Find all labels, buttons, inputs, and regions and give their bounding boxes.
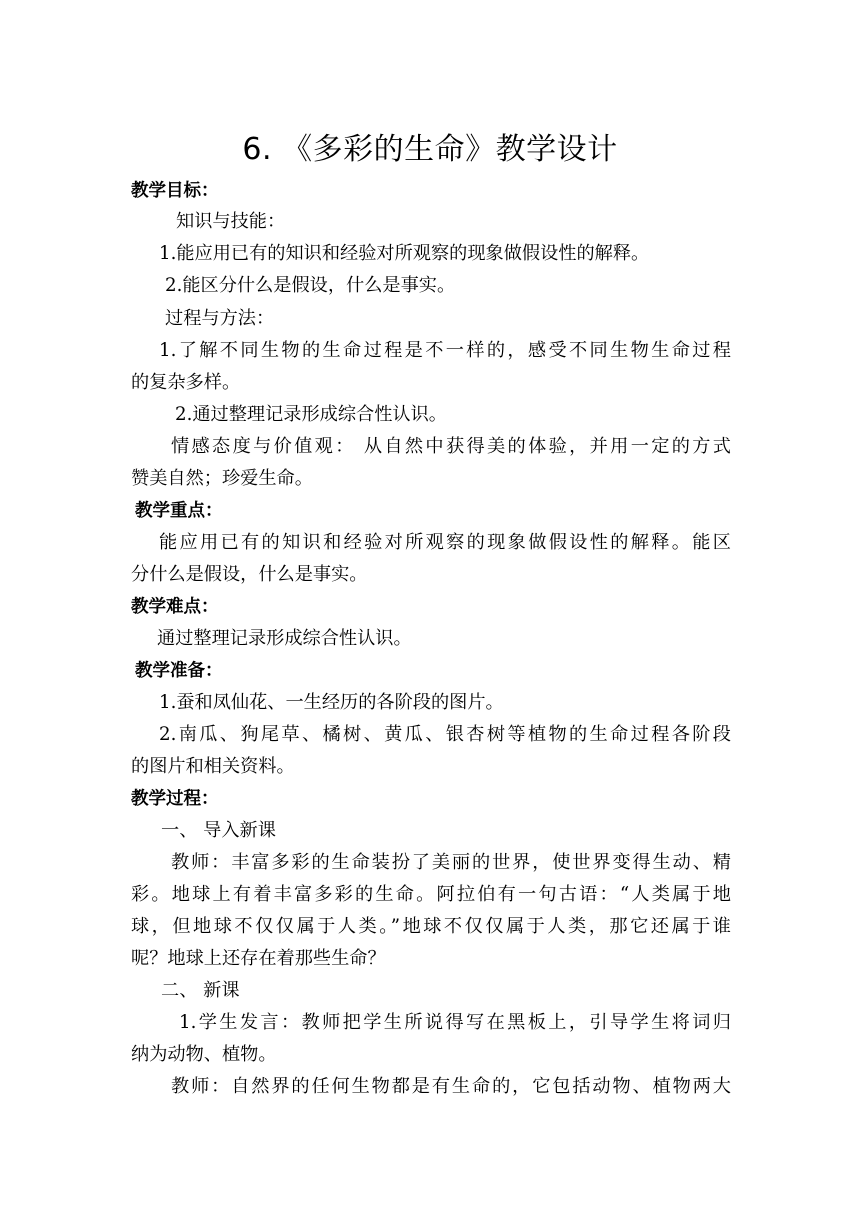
process-item-1-line1: 1.了解不同生物的生命过程是不一样的，感受不同生物生命过程 <box>159 340 731 361</box>
intro-paragraph-line4: 呢？地球上还存在着那些生命？ <box>131 948 386 969</box>
objective-item-1: 1.能应用已有的知识和经验对所观察的现象做假设性的解释。 <box>159 243 650 264</box>
key-points-line1: 能应用已有的知识和经验对所观察的现象做假设性的解释。能区 <box>159 532 731 553</box>
intro-paragraph-line1: 教师：丰富多彩的生命装扮了美丽的世界，使世界变得生动、精 <box>171 852 731 873</box>
difficulties-text: 通过整理记录形成综合性认识。 <box>157 628 412 649</box>
subheading-knowledge-skills: 知识与技能： <box>176 211 286 232</box>
attitude-values-line2: 赞美自然；珍爱生命。 <box>131 468 313 489</box>
objective-item-2: 2.能区分什么是假设，什么是事实。 <box>165 275 456 296</box>
document-title: 6. 《多彩的生命》教学设计 <box>242 132 618 167</box>
process-item-2: 2.通过整理记录形成综合性认识。 <box>175 404 447 425</box>
new-lesson-item-1-line2: 纳为动物、植物。 <box>131 1044 277 1065</box>
heading-teaching-objectives: 教学目标： <box>131 181 219 201</box>
heading-preparation: 教学准备： <box>135 661 223 681</box>
subheading-process-methods: 过程与方法： <box>165 308 275 329</box>
new-lesson-item-1-line1: 1.学生发言：教师把学生所说得写在黑板上，引导学生将词归 <box>179 1012 731 1033</box>
intro-paragraph-line2: 彩。地球上有着丰富多彩的生命。阿拉伯有一句古语：“人类属于地 <box>131 884 731 905</box>
heading-teaching-process: 教学过程： <box>131 789 219 809</box>
preparation-item-1: 1.蚕和凤仙花、一生经历的各阶段的图片。 <box>159 692 504 713</box>
teacher-paragraph-line1: 教师：自然界的任何生物都是有生命的，它包括动物、植物两大 <box>171 1076 731 1097</box>
preparation-item-2-line2: 的图片和相关资料。 <box>131 756 295 777</box>
section-1-heading: 一、 导入新课 <box>161 820 276 841</box>
key-points-line2: 分什么是假设，什么是事实。 <box>131 564 368 585</box>
heading-difficulties: 教学难点： <box>131 597 219 617</box>
preparation-item-2-line1: 2.南瓜、狗尾草、橘树、黄瓜、银杏树等植物的生命过程各阶段 <box>159 724 731 745</box>
attitude-values-line1: 情感态度与价值观： 从自然中获得美的体验，并用一定的方式 <box>171 436 731 457</box>
section-2-heading: 二、 新课 <box>161 980 240 1001</box>
intro-paragraph-line3: 球，但地球不仅仅属于人类。”地球不仅仅属于人类，那它还属于谁 <box>131 916 731 937</box>
process-item-1-line2: 的复杂多样。 <box>131 372 241 393</box>
heading-key-points: 教学重点： <box>135 501 223 521</box>
